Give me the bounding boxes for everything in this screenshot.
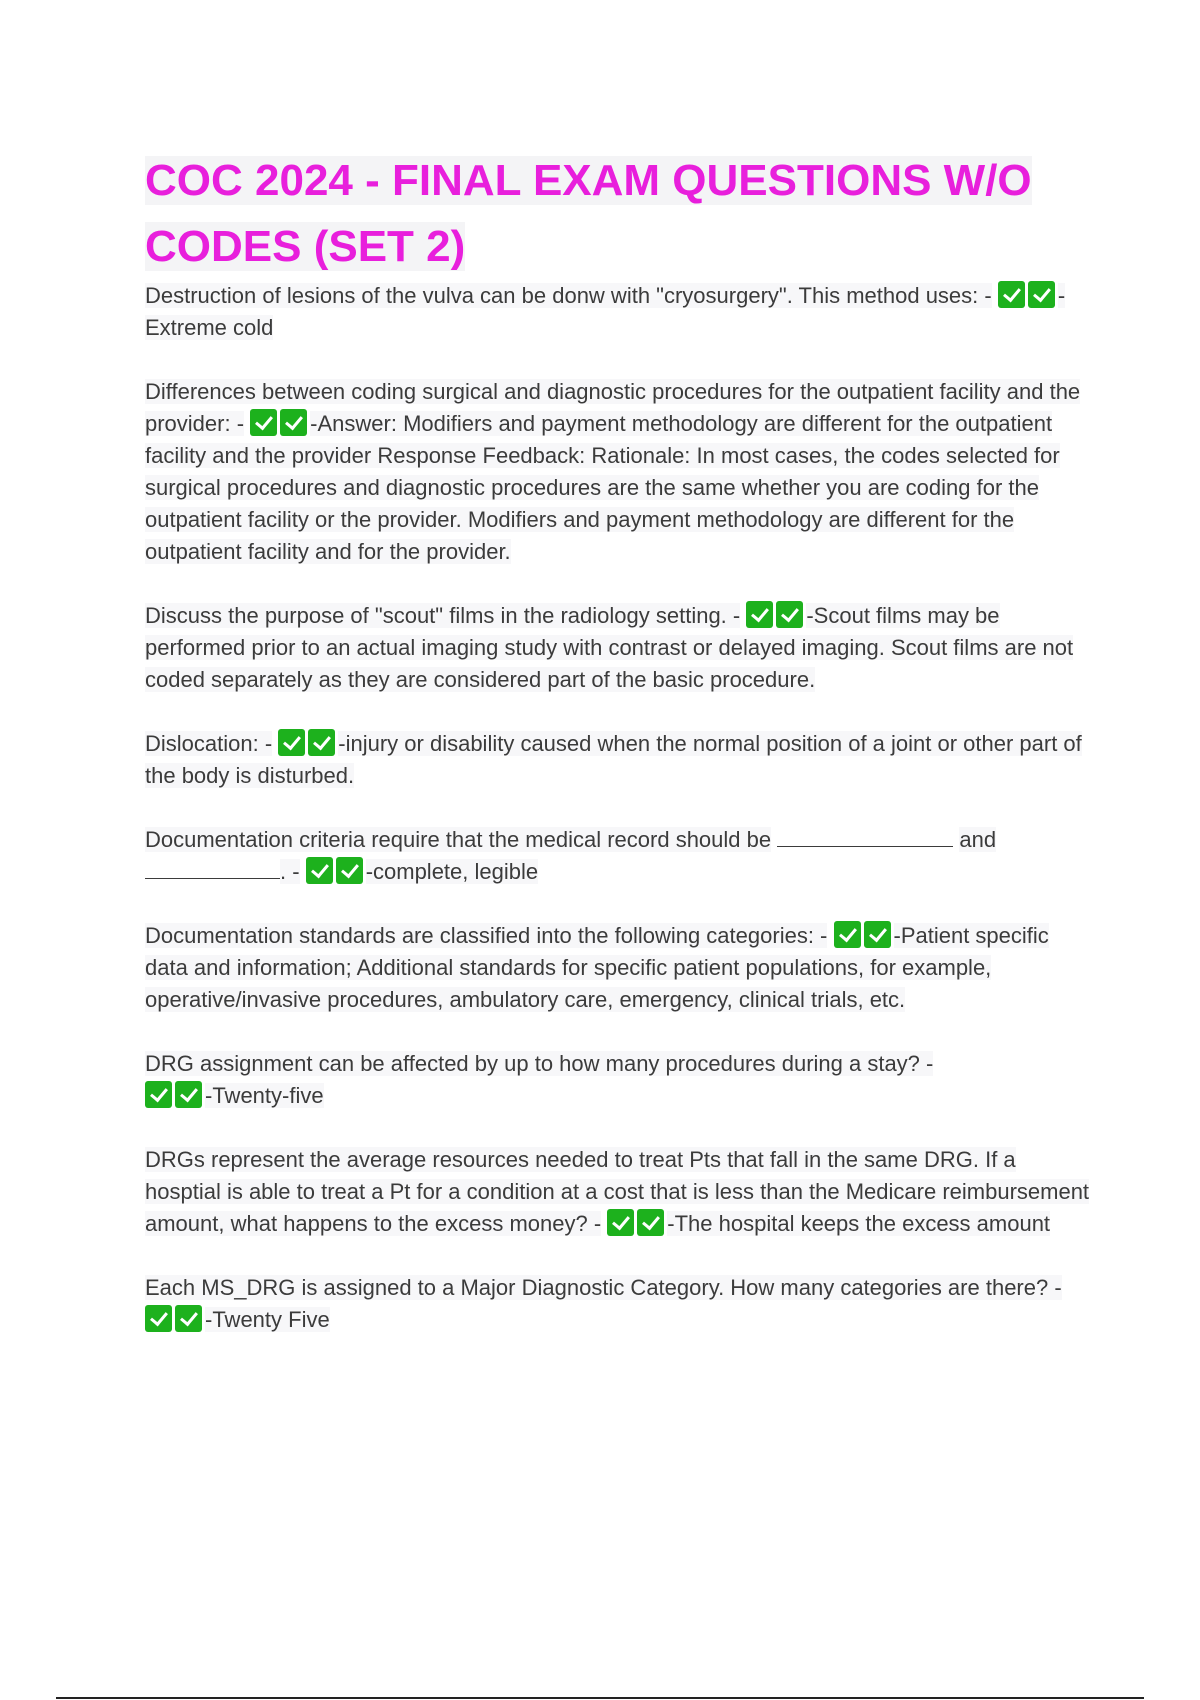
question-text: Dislocation: - — [145, 731, 273, 756]
qa-item — [145, 1048, 1090, 1112]
qa-item — [145, 1272, 1090, 1336]
check-mark-icon — [278, 729, 305, 756]
answer-text: -Extreme cold — [145, 283, 1066, 340]
question-text: DRGs represent the average resources needed to treat Pts that fall in the same DRG. If a hosptial is able to treat a Pt for a condition at a cost that is less than the Medicare reimbursement amount, what happens to the excess money? - — [145, 1147, 1090, 1236]
check-mark-icon — [336, 857, 363, 884]
question-text: Destruction of lesions of the vulva can be donw with "cryosurgery". This method uses: - — [145, 283, 992, 308]
qa-item — [145, 376, 1090, 568]
answer-text: -injury or disability caused when the normal position of a joint or other part of the body is disturbed. — [145, 731, 1082, 788]
check-mark-icon — [308, 729, 335, 756]
question-text: Each MS_DRG is assigned to a Major Diagnostic Category. How many categories are there? - — [145, 1275, 1062, 1300]
check-mark-icon — [637, 1209, 664, 1236]
qa-item — [145, 600, 1090, 696]
check-mark-icon — [1028, 281, 1055, 308]
check-mark-icon — [746, 601, 773, 628]
check-mark-icon — [834, 921, 861, 948]
answer-text: -Patient specific data and information; Additional standards for specific patient populations, for example, operative/invasive procedures, ambulatory care, emergency, clinical trials, etc. — [145, 923, 1049, 1012]
answer-text: -Answer: Modifiers and payment methodology are different for the outpatient facility and the provider Response Feedback: Rationale: In most cases, the codes selected for surgical procedures and diagnostic procedures are the same whether you are coding for the outpatient facility or the provider. Modifiers and payment methodology are different for the outpatient facility and for the provider. — [145, 411, 1060, 564]
answer-text: -Twenty Five — [205, 1307, 330, 1332]
question-text: . - — [280, 859, 300, 884]
title-line-2: CODES (SET 2) — [145, 222, 466, 271]
title-line-1: COC 2024 - FINAL EXAM QUESTIONS W/O — [145, 156, 1032, 205]
qa-item — [145, 920, 1090, 1016]
check-mark-icon — [145, 1305, 172, 1332]
qa-item — [145, 1144, 1090, 1240]
question-text: Discuss the purpose of "scout" films in the radiology setting. - — [145, 603, 741, 628]
qa-item — [145, 728, 1090, 792]
answer-text: -The hospital keeps the excess amount — [667, 1211, 1051, 1236]
check-mark-icon — [280, 409, 307, 436]
check-mark-icon — [607, 1209, 634, 1236]
document-page — [145, 148, 1090, 1368]
qa-item — [145, 824, 1090, 888]
check-mark-icon — [175, 1081, 202, 1108]
check-mark-icon — [145, 1081, 172, 1108]
check-mark-icon — [175, 1305, 202, 1332]
answer-text: -Scout films may be performed prior to an actual imaging study with contrast or delayed imaging. Scout films are not coded separately as they are considered part of the basic procedure. — [145, 603, 1074, 692]
check-mark-icon — [776, 601, 803, 628]
question-text: Documentation standards are classified into the following categories: - — [145, 923, 828, 948]
check-mark-icon — [250, 409, 277, 436]
question-text: Documentation criteria require that the medical record should be — [145, 827, 772, 852]
check-mark-icon — [306, 857, 333, 884]
question-text: and — [959, 827, 997, 852]
check-mark-icon — [998, 281, 1025, 308]
document-title — [145, 148, 1090, 280]
page-footer-rule — [56, 1697, 1144, 1699]
fill-in-blank — [145, 858, 280, 879]
answer-text: -complete, legible — [365, 859, 539, 884]
qa-item — [145, 280, 1090, 344]
question-text: DRG assignment can be affected by up to how many procedures during a stay? - — [145, 1051, 934, 1076]
question-text: Differences between coding surgical and diagnostic procedures for the outpatient facility and the provider: - — [145, 379, 1081, 436]
check-mark-icon — [864, 921, 891, 948]
answer-text: -Twenty-five — [205, 1083, 324, 1108]
fill-in-blank — [777, 826, 953, 847]
